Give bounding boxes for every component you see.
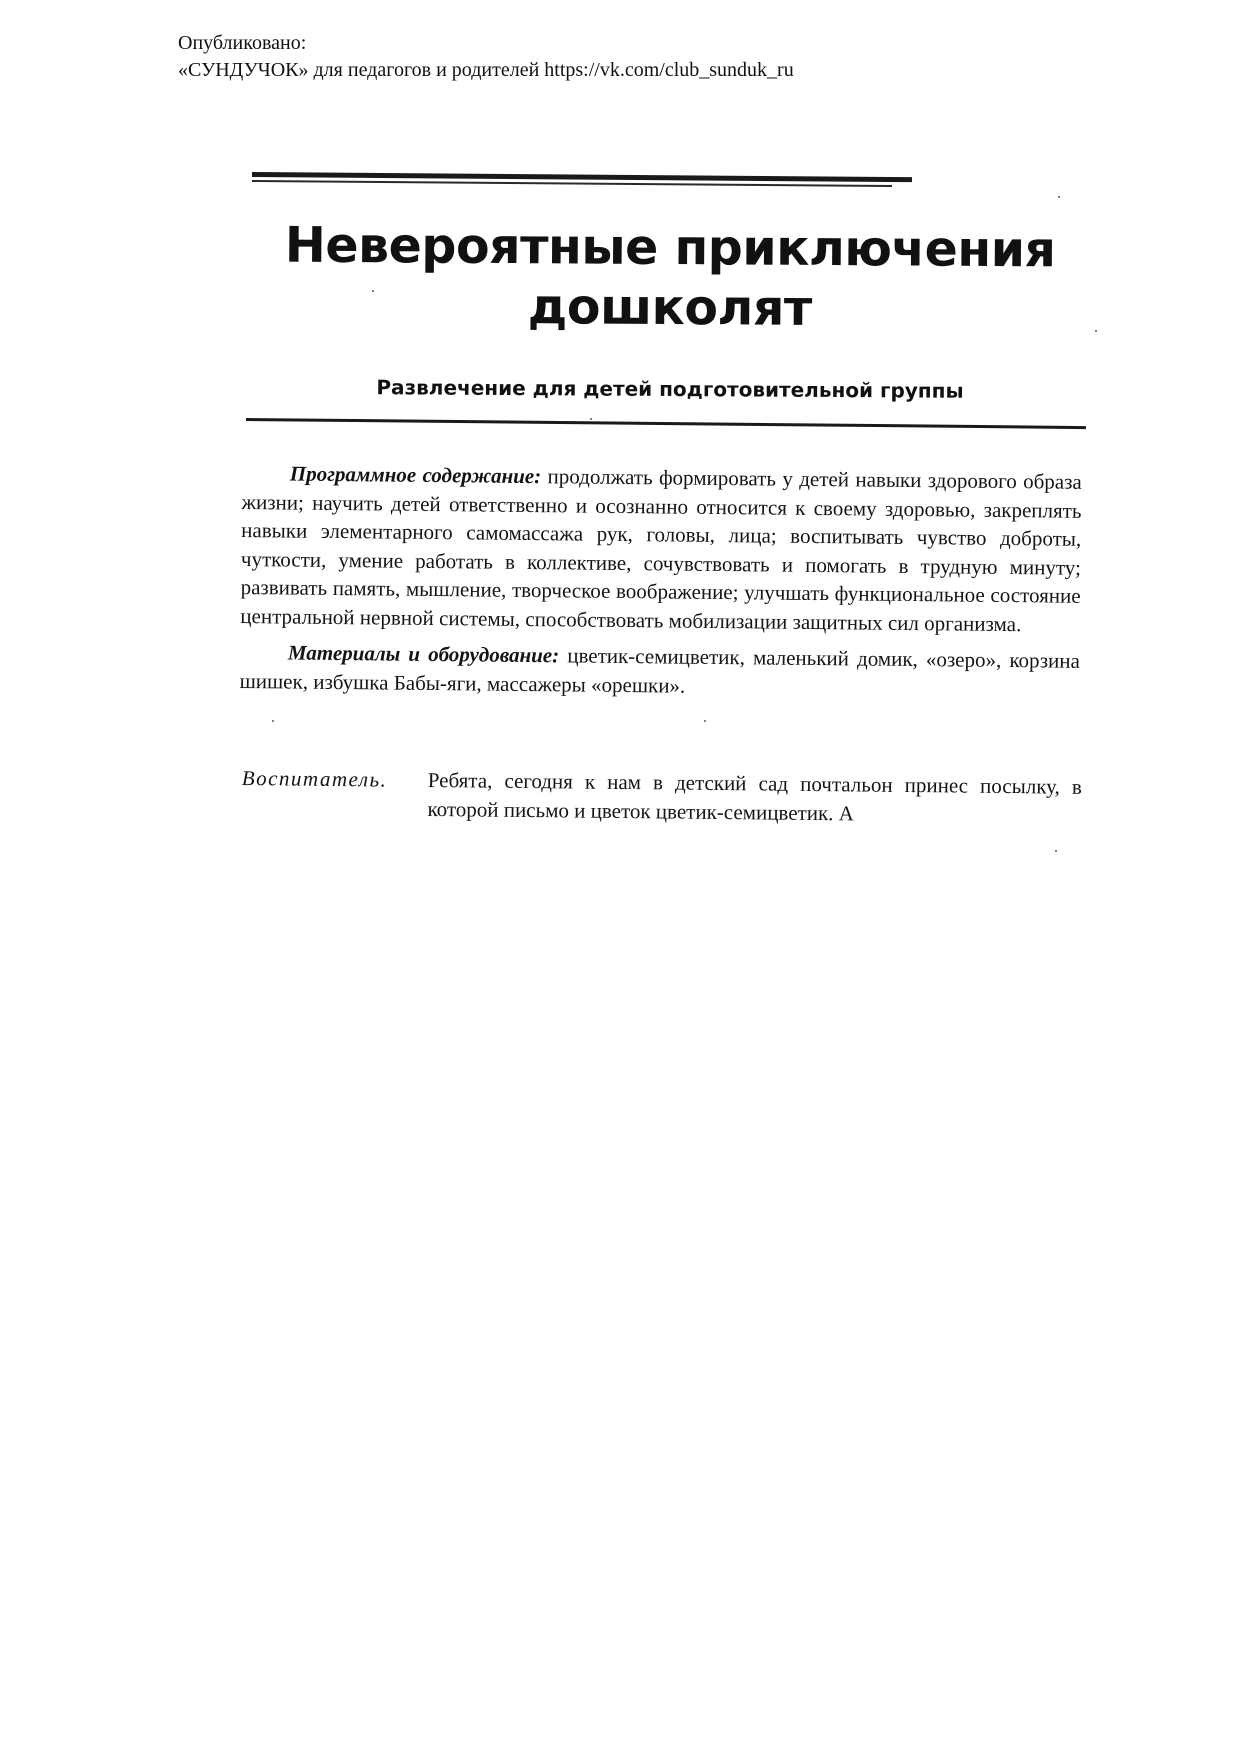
speech-text: Ребята, сегодня к нам в детский сад почтальон принес посылку, в которой письмо и цветок цветик-семицветик. А (427, 767, 1082, 826)
scan-speck (272, 720, 274, 722)
page-title (240, 215, 1101, 340)
program-paragraph (240, 459, 1082, 639)
scan-speck (1095, 330, 1097, 332)
materials-paragraph (240, 638, 1081, 704)
dialog-line (241, 764, 1082, 831)
source-line: «СУНДУЧОК» для педагогов и родителей https://vk.com/club_sunduk_ru (178, 59, 794, 81)
program-text: продолжать формировать у детей навыки здорового образа жизни; научить детей ответственно и осознанно относится к своему здоровью, закреплять навыки элементарного самомассажа рук, головы, лица; воспитывать чувство доброты, чуткости, умение работать в коллективе, сочувствовать и помогать в трудную минуту; развивать память, мышление, творческое воображение; улучшать функциональное состояние центральной нервной системы, способствовать мобилизации защитных сил организма. (240, 464, 1082, 636)
materials-label: Материалы и оборудование: (287, 640, 560, 668)
scan-speck (1058, 196, 1060, 198)
scan-speck (590, 418, 592, 420)
page-subtitle: Развлечение для детей подготовительной группы (376, 375, 964, 403)
speaker-label: Воспитатель. (241, 765, 388, 792)
scan-speck (1055, 850, 1057, 852)
subtitle-rule (246, 418, 1086, 429)
scan-speck (372, 290, 374, 292)
title-line-1: Невероятные приключения (284, 216, 1056, 279)
published-label: Опубликовано: (178, 32, 307, 54)
scan-speck (704, 720, 706, 722)
article-body (240, 459, 1082, 704)
title-line-2: дошколят (527, 278, 812, 337)
materials-text: цветик-семицветик, маленький домик, «озеро», корзина шишек, избушка Бабы-яги, массажеры «орешки». (239, 643, 1081, 698)
program-label: Программное содержание: (289, 461, 542, 489)
